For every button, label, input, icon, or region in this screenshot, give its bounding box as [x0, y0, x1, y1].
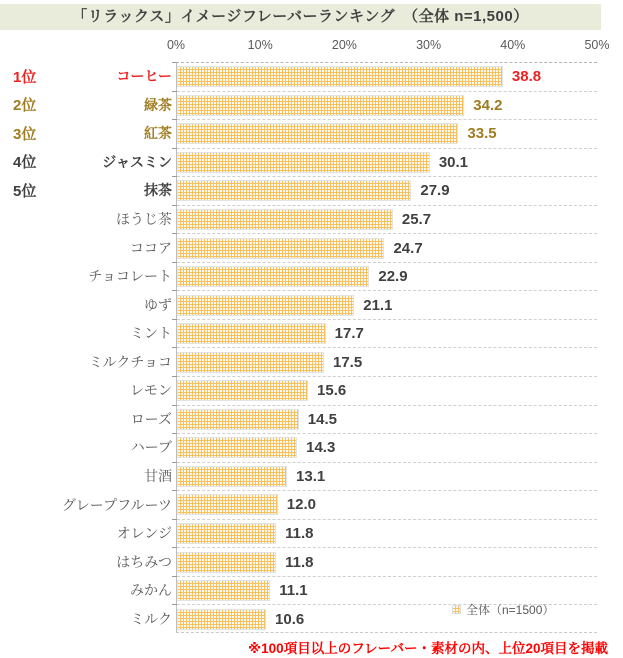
value-label: 24.7: [393, 239, 423, 257]
bar: [177, 523, 276, 544]
category-label: ハーブ: [130, 439, 172, 456]
value-label: 38.8: [511, 68, 542, 86]
bar-row: [177, 234, 597, 263]
value-label: 11.1: [279, 582, 308, 600]
category-label: はちみつ: [116, 553, 172, 570]
category-label: ゆず: [144, 296, 172, 313]
rank-label: 5位: [13, 182, 37, 200]
rank-label: 1位: [13, 68, 37, 86]
bar-row: [177, 520, 597, 549]
bar-row: [177, 63, 597, 92]
rank-label: 3位: [13, 125, 37, 143]
bar: [177, 123, 458, 144]
bar: [177, 323, 326, 344]
bar: [177, 437, 297, 458]
category-label: ミルクチョコ: [88, 353, 172, 370]
category-label: ほうじ茶: [116, 211, 172, 228]
bar: [177, 95, 464, 116]
bar: [177, 152, 430, 173]
bar: [177, 552, 276, 573]
category-label: レモン: [130, 382, 172, 399]
value-label: 34.2: [473, 96, 503, 114]
category-label: 緑茶: [144, 96, 172, 113]
category-label: チョコレート: [88, 268, 172, 285]
bar-row: [177, 406, 597, 435]
bar-row: [177, 120, 597, 149]
value-label: 13.1: [296, 467, 326, 485]
rank-label: 2位: [13, 97, 37, 115]
value-label: 25.7: [401, 211, 432, 228]
category-label: ミルク: [130, 610, 172, 627]
bar: [177, 409, 299, 430]
value-label: 11.8: [285, 525, 314, 543]
bar-row: [177, 377, 597, 406]
category-label: ミント: [130, 325, 172, 342]
category-label: 紅茶: [144, 125, 172, 142]
category-label: ココア: [130, 239, 172, 256]
category-label: ジャスミン: [102, 153, 172, 170]
bar-row: [177, 463, 597, 492]
value-label: 27.9: [420, 182, 450, 200]
bar-row: [177, 149, 597, 178]
value-label: 17.5: [333, 353, 363, 371]
x-axis-tick-label: 0%: [166, 38, 186, 52]
bar: [177, 352, 324, 373]
bar-row: [177, 434, 597, 463]
value-label: 33.5: [467, 125, 497, 143]
bar: [177, 466, 287, 487]
category-label: 抹茶: [144, 182, 172, 199]
bar: [177, 380, 308, 401]
bar: [177, 66, 503, 87]
value-label: 14.5: [307, 410, 337, 428]
category-label: 甘酒: [144, 467, 172, 484]
bar: [177, 494, 278, 515]
bar-row: [177, 291, 597, 320]
value-label: 30.1: [438, 153, 469, 171]
category-label: ローズ: [130, 410, 172, 427]
chart-title: 「リラックス」イメージフレーバーランキング （全体 n=1,500）: [0, 4, 601, 30]
x-axis-tick-label: 40%: [500, 38, 526, 52]
category-label: オレンジ: [116, 525, 172, 542]
bar: [177, 180, 411, 201]
bar: [177, 295, 354, 316]
value-label: 10.6: [275, 611, 305, 629]
bar: [177, 266, 369, 287]
value-label: 11.8: [285, 553, 314, 571]
x-axis-tick-label: 20%: [331, 38, 357, 52]
bar-row: [177, 320, 597, 349]
bar: [177, 609, 266, 630]
legend-label: 全体（n=1500）: [466, 603, 555, 617]
legend: [452, 601, 554, 618]
footnote: ※100項目以上のフレーバー・素材の内、上位20項目を掲載: [248, 641, 608, 656]
bar-row: [177, 177, 597, 206]
bar-row: [177, 491, 597, 520]
bar: [177, 580, 270, 601]
category-label: グレープフルーツ: [61, 496, 172, 513]
value-label: 21.1: [363, 296, 393, 314]
bar-row: [177, 263, 597, 292]
bar-row: [177, 206, 597, 235]
x-axis-tick-label: 10%: [247, 38, 273, 52]
legend-swatch: [452, 605, 461, 614]
category-label: みかん: [130, 582, 172, 599]
value-label: 17.7: [334, 325, 364, 343]
rank-label: 4位: [13, 154, 37, 172]
bar-row: [177, 92, 597, 121]
value-label: 15.6: [317, 382, 347, 400]
bar: [177, 238, 384, 259]
x-axis-tick-label: 50%: [584, 38, 610, 52]
value-label: 22.9: [378, 268, 408, 286]
category-label: コーヒー: [116, 68, 172, 85]
value-label: 12.0: [286, 496, 316, 514]
plot-area: [176, 62, 597, 633]
value-label: 14.3: [306, 439, 336, 457]
bar: [177, 209, 393, 230]
bar-row: [177, 548, 597, 577]
bar-row: [177, 348, 597, 377]
x-axis-tick-label: 30%: [416, 38, 442, 52]
